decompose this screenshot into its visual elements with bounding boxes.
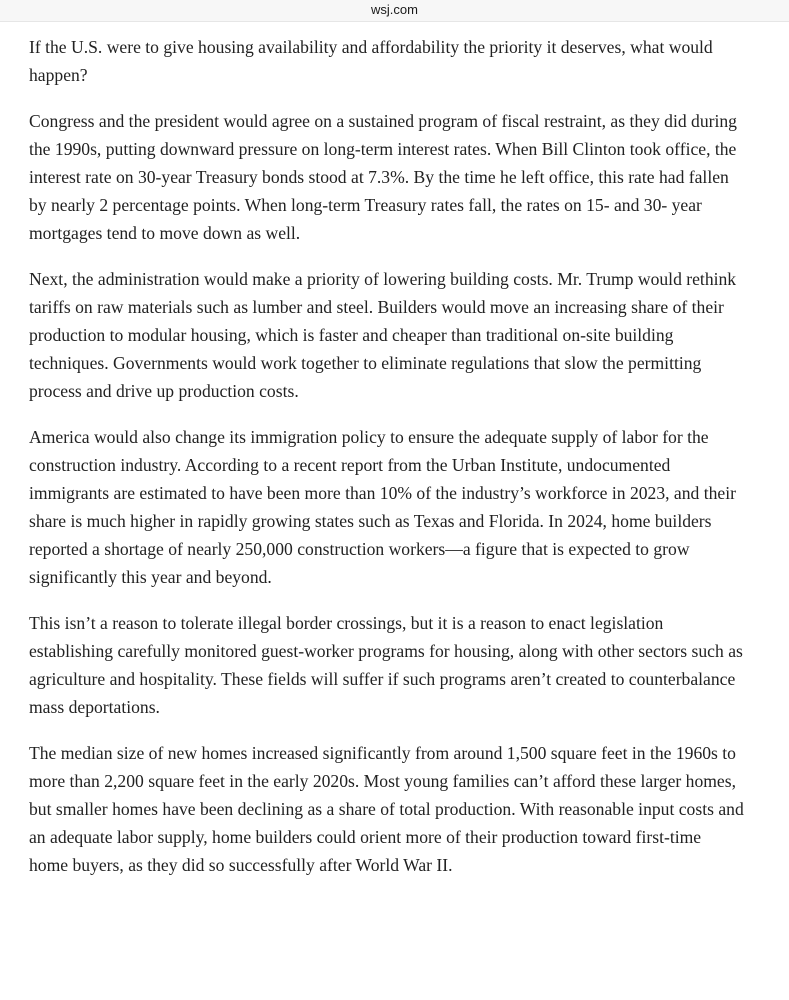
article-paragraph: The median size of new homes increased significantly from around 1,500 square feet in the 1960s to more than 2,200 square feet in the early 2020s. Most young families can’t afford these larger homes, but smaller homes have been declining as a share of total production. With reasonable input costs and an adequate labor supply, home builders could orient more of their production toward first-time home buyers, as they did so successfully after World War II. [29, 743, 744, 875]
article-paragraph: America would also change its immigration policy to ensure the adequate supply of labor for the construction industry. According to a recent report from the Urban Institute, undocumented immigrants are estimated to have been more than 10% of the industry’s workforce in 2023, and their share is much higher in rapidly growing states such as Texas and Florida. In 2024, home builders reported a shortage of nearly 250,000 construction workers—a figure that is expected to grow significantly this year and beyond. [29, 427, 736, 587]
article-paragraph: Congress and the president would agree on a sustained program of fiscal restraint, as they did during the 1990s, putting downward pressure on long-term interest rates. When Bill Clinton took office, the interest rate on 30-year Treasury bonds stood at 7.3%. By the time he left office, this rate had fallen by nearly 2 percentage points. When long-term Treasury rates fall, the rates on 15- and 30- year mortgages tend to move down as well. [29, 111, 737, 243]
article-paragraph: This isn’t a reason to tolerate illegal border crossings, but it is a reason to enact legislation establishing carefully monitored guest-worker programs for housing, along with other sectors such as agriculture and hospitality. These fields will suffer if such programs aren’t created to counterbalance mass deportations. [29, 613, 743, 717]
article-paragraph: Next, the administration would make a priority of lowering building costs. Mr. Trump would rethink tariffs on raw materials such as lumber and steel. Builders would move an increasing share of their production to modular housing, which is faster and cheaper than traditional on-site building techniques. Governments would work together to eliminate regulations that slow the permitting process and drive up production costs. [29, 269, 737, 401]
article-body [29, 33, 744, 897]
article-paragraph: If the U.S. were to give housing availability and affordability the priority it deserves, what would happen? [29, 37, 713, 85]
address-bar[interactable] [0, 0, 789, 22]
url-text[interactable]: wsj.com [371, 2, 418, 17]
